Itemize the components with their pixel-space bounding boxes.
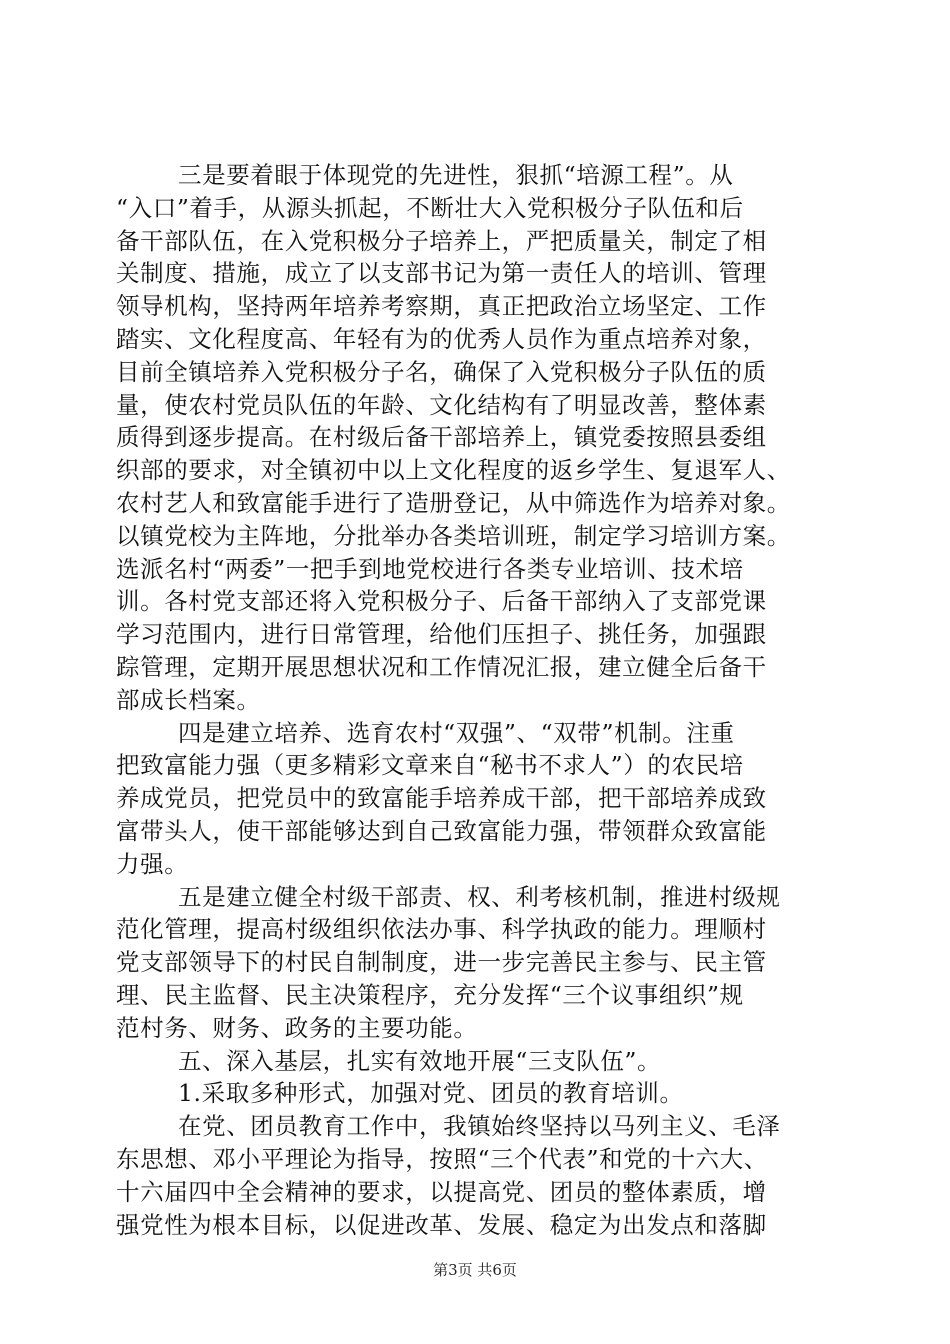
paragraph-line: 选派名村“两委”一把手到地党校进行各类专业培训、技术培 (116, 554, 744, 583)
paragraph-line: 理、民主监督、民主决策程序，充分发挥“三个议事组织”规 (116, 980, 744, 1009)
paragraph-line: 东思想、邓小平理论为指导，按照“三个代表”和党的十六大、 (116, 1144, 768, 1173)
paragraph-line: 部成长档案。 (116, 685, 261, 714)
paragraph-line: 以镇党校为主阵地，分批举办各类培训班，制定学习培训方案。 (116, 521, 791, 550)
paragraph-line: 领导机构，坚持两年培养考察期，真正把政治立场坚定、工作 (116, 292, 767, 321)
section-heading: 五、深入基层，扎实有效地开展“三支队伍”。 (178, 1046, 662, 1075)
paragraph-line: 富带头人，使干部能够达到自己致富能力强，带领群众致富能 (116, 816, 767, 845)
paragraph-line: 踪管理，定期开展思想状况和工作情况汇报，建立健全后备干 (116, 652, 767, 681)
paragraph-line: 三是要着眼于体现党的先进性，狠抓“培源工程”。从 (178, 161, 734, 189)
paragraph-line: 质得到逐步提高。在村级后备干部培养上，镇党委按照县委组 (116, 423, 767, 452)
paragraph-line: 量，使农村党员队伍的年龄、文化结构有了明显改善，整体素 (116, 390, 767, 419)
paragraph-line: 强党性为根本目标，以促进改革、发展、稳定为出发点和落脚 (116, 1210, 767, 1239)
paragraph-line: 学习范围内，进行日常管理，给他们压担子、挑任务，加强跟 (116, 620, 767, 649)
paragraph-line: 力强。 (116, 849, 189, 878)
paragraph-line: 在党、团员教育工作中，我镇始终坚持以马列主义、毛泽 (178, 1112, 781, 1141)
paragraph-line: “入口”着手，从源头抓起，不断壮大入党积极分子队伍和后 (116, 193, 744, 222)
subsection-heading: 1.采取多种形式，加强对党、团员的教育培训。 (178, 1079, 684, 1108)
page-number-label: 第3页 共6页 (433, 1261, 517, 1279)
paragraph-line: 范村务、财务、政务的主要功能。 (116, 1013, 478, 1042)
paragraph-line: 十六届四中全会精神的要求，以提高党、团员的整体素质，增 (116, 1177, 767, 1206)
paragraph-line: 养成党员，把党员中的致富能手培养成干部，把干部培养成致 (116, 784, 767, 813)
paragraph-line: 关制度、措施，成立了以支部书记为第一责任人的培训、管理 (116, 259, 767, 288)
paragraph-line: 备干部队伍，在入党积极分子培养上，严把质量关，制定了相 (116, 226, 767, 255)
paragraph-line: 踏实、文化程度高、年轻有为的优秀人员作为重点培养对象， (116, 324, 767, 353)
document-body (116, 159, 836, 1241)
paragraph-line: 把致富能力强（更多精彩文章来自“秘书不求人”）的农民培 (116, 751, 744, 780)
paragraph-line: 织部的要求，对全镇初中以上文化程度的返乡学生、复退军人、 (116, 456, 791, 485)
paragraph-line: 农村艺人和致富能手进行了造册登记，从中筛选作为培养对象。 (116, 488, 791, 517)
paragraph-line: 目前全镇培养入党积极分子名，确保了入党积极分子队伍的质 (116, 357, 767, 386)
paragraph-line: 范化管理，提高村级组织依法办事、科学执政的能力。理顺村 (116, 915, 767, 944)
paragraph-line: 四是建立培养、选育农村“双强”、“双带”机制。注重 (178, 718, 735, 747)
page-footer (0, 1260, 950, 1280)
paragraph-line: 训。各村党支部还将入党积极分子、后备干部纳入了支部党课 (116, 587, 767, 616)
paragraph-line: 党支部领导下的村民自制制度，进一步完善民主参与、民主管 (116, 948, 767, 977)
paragraph-line: 五是建立健全村级干部责、权、利考核机制，推进村级规 (178, 882, 781, 911)
